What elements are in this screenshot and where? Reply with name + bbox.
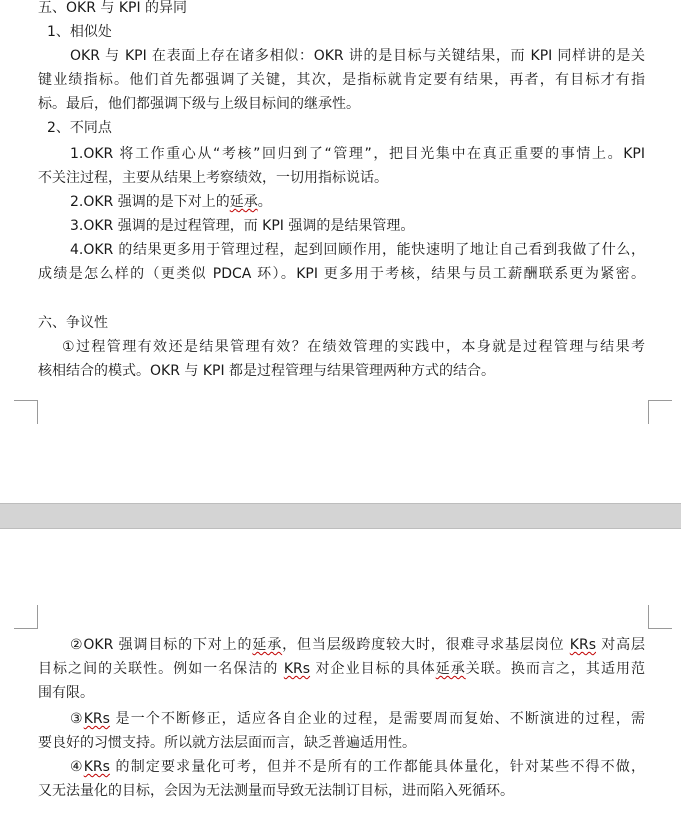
text-run: ④ <box>70 759 84 775</box>
controversy-para-1-line-2: 核相结合的模式。OKR 与 KPI 都是过程管理与结果管理两种方式的结合。 <box>38 363 496 379</box>
difference-item-4-line-1: 4.OKR 的结果更多用于管理过程，起到回顾作用，能快速明了地让自己看到我做了什么， <box>70 242 645 258</box>
controversy-para-3-line-2: 要良好的习惯支持。所以就方法层面而言，缺乏普遍适用性。 <box>38 735 416 751</box>
difference-item-1-line-2: 不关注过程，主要从结果上考察绩效，一切用指标说话。 <box>38 170 388 186</box>
text-run: ，但当层级跨度较大时，很难寻求基层岗位 <box>282 637 570 653</box>
text-run: 的制定要求量化可考，但并不是所有的工作都能具体量化，针对某些不得不做， <box>109 759 645 775</box>
difference-item-4-line-2: 成绩是怎么样的（更类似 PDCA 环）。KPI 更多用于考核，结果与员工薪酬联系更为紧密。 <box>38 266 645 282</box>
spellcheck-word: 延承 <box>229 194 258 210</box>
crop-mark-bottom-right <box>648 400 672 424</box>
spellcheck-word: 延承 <box>435 661 466 677</box>
text-run: 是一个不断修正，适应各自企业的过程，是需要周而复始、不断演进的过程，需 <box>109 711 645 727</box>
text-run: 对企业目标的具体 <box>310 661 436 677</box>
text-run: 目标之间的关联性。例如一名保洁的 <box>38 661 284 677</box>
spellcheck-word: KRs <box>83 759 110 775</box>
controversy-para-2-line-1 <box>70 637 645 653</box>
spellcheck-word: KRs <box>83 711 110 727</box>
spellcheck-word: 延承 <box>252 637 283 653</box>
similarities-text-line-2: 键业绩指标。他们首先都强调了关键，其次，是指标就肯定要有结果，再者，有目标才有指 <box>38 72 645 88</box>
spellcheck-word: KRs <box>569 637 596 653</box>
differences-heading: 2、不同点 <box>47 120 112 136</box>
difference-item-1-line-1: 1.OKR 将工作重心从“考核”回归到了“管理”，把目光集中在真正重要的事情上。KPI <box>70 146 645 162</box>
controversy-para-4-line-2: 又无法量化的目标，会因为无法测量而导致无法制订目标，进而陷入死循环。 <box>38 783 514 799</box>
section-5-heading: 五、OKR 与 KPI 的异同 <box>38 0 188 16</box>
controversy-para-3-line-1 <box>70 711 645 727</box>
text-run: 关联。换而言之，其适用范 <box>465 661 646 677</box>
difference-item-2-text: 2.OKR 强调的是下对上的 <box>70 194 230 210</box>
controversy-para-4-line-1 <box>70 759 645 775</box>
crop-mark-top-right <box>648 605 672 629</box>
crop-mark-bottom-left <box>14 400 38 424</box>
controversy-para-2-line-3: 围有限。 <box>38 685 94 701</box>
difference-item-3: 3.OKR 强调的是过程管理，而 KPI 强调的是结果管理。 <box>70 218 415 234</box>
text-run: 对高层 <box>595 637 646 653</box>
text-run: ③ <box>70 711 84 727</box>
section-6-heading: 六、争议性 <box>38 315 108 331</box>
difference-item-2-end: 。 <box>257 194 272 210</box>
page-separator <box>0 503 681 529</box>
text-run: ②OKR 强调目标的下对上的 <box>70 637 253 653</box>
crop-mark-top-left <box>14 605 38 629</box>
controversy-para-2-line-2 <box>38 661 645 677</box>
document-page-2 <box>0 529 681 816</box>
controversy-para-1-line-1: ①过程管理有效还是结果管理有效？在绩效管理的实践中，本身就是过程管理与结果考 <box>62 339 645 355</box>
similarities-heading: 1、相似处 <box>47 24 112 40</box>
difference-item-2 <box>70 194 272 210</box>
similarities-text-line-1: OKR 与 KPI 在表面上存在诸多相似：OKR 讲的是目标与关键结果，而 KPI 同样讲的是关 <box>70 48 645 64</box>
spellcheck-word: KRs <box>283 661 311 677</box>
similarities-text-line-3: 标。最后，他们都强调下级与上级目标间的继承性。 <box>38 96 360 112</box>
